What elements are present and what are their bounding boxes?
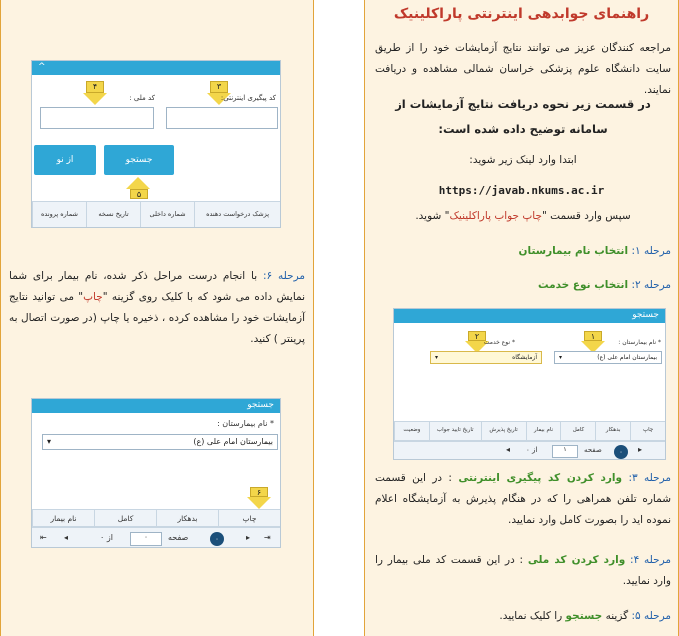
- page-input[interactable]: ۱: [552, 445, 578, 458]
- national-code-label: کد ملی :: [129, 94, 155, 102]
- dropdown-icon: ▾: [435, 354, 439, 361]
- section-instruction: سپس وارد قسمت "چاپ جواب پاراکلینیک" شوید.: [415, 210, 631, 222]
- national-code-input[interactable]: [40, 107, 154, 129]
- step2: مرحله ۲: انتخاب نوع خدمت: [537, 279, 671, 291]
- screenshot-search-form: [31, 60, 281, 228]
- search-button[interactable]: جستجو: [104, 145, 174, 175]
- right-column: [364, 0, 679, 636]
- arrow-4-label: ۴: [86, 81, 104, 93]
- pager: [32, 527, 280, 548]
- results-table-header: [394, 421, 665, 441]
- tracking-code-label: کد پیگیری اینترنتی:: [220, 94, 276, 102]
- column-header: وضعیت: [394, 422, 429, 440]
- arrow-5-icon: [126, 177, 150, 189]
- page-input[interactable]: ۰: [130, 532, 162, 546]
- column-header: شماره پرونده: [32, 202, 86, 228]
- title-bar: [32, 61, 280, 75]
- site-url[interactable]: https://javab.nkums.ac.ir: [438, 184, 605, 197]
- arrow-6-label: ۶: [250, 487, 268, 497]
- column-header: تاریخ نسخه: [86, 202, 140, 228]
- arrow-4-icon: [83, 93, 107, 105]
- arrow-6-icon: [247, 497, 271, 509]
- next-page-icon[interactable]: ▸: [638, 445, 643, 454]
- step3: مرحله ۳: وارد کردن کد پیگیری اینترنتی : در این قسمت شماره تلفن همراهی را که در هنگام پذیرش به آزمایشگاه اعلام نموده اید را بصورت کامل وارد نمایید.: [375, 472, 671, 526]
- reset-button[interactable]: از نو: [34, 145, 96, 175]
- column-header: بدهکار: [595, 422, 630, 440]
- tab-debtor[interactable]: بدهکار: [156, 510, 218, 526]
- instructions-heading: در قسمت زیر نحوه دریافت نتایج آزمایشات از سامانه توضیح داده شده است:: [395, 97, 651, 136]
- enter-link-text: ابتدا وارد لینک زیر شوید:: [469, 154, 577, 166]
- print-tabs: [32, 509, 280, 527]
- hospital-select[interactable]: بیمارستان امام علی (ع) ▾: [554, 351, 662, 364]
- intro-paragraph: مراجعه کنندگان عزیز می توانند نتایج آزمایشات خود را از طریق سایت دانشگاه علوم پزشکی خراسان شمالی مشاهده و دریافت نمایند.: [375, 42, 671, 96]
- pager: [394, 441, 665, 460]
- column-header: شماره داخلی: [140, 202, 194, 228]
- step4: مرحله ۴: وارد کردن کد ملی : در این قسمت کد ملی بیمار را وارد نمایید.: [375, 554, 672, 587]
- title-bar: جستجو: [32, 399, 280, 413]
- page-circle[interactable]: ۰: [210, 532, 224, 546]
- service-label: * نوع خدمت: [483, 339, 515, 346]
- arrow-1-label: ۱: [584, 331, 602, 341]
- results-table-header: [32, 201, 280, 228]
- column-header: چاپ: [630, 422, 665, 440]
- last-page-icon[interactable]: ⇥: [264, 533, 271, 542]
- arrow-5-label: ۵: [130, 189, 148, 199]
- dropdown-icon: ▾: [559, 354, 563, 361]
- column-header: پزشک درخواست دهنده: [194, 202, 280, 228]
- tab-patient-name[interactable]: نام بیمار: [32, 510, 94, 526]
- screenshot-select-hospital: [393, 308, 666, 460]
- column-header: کامل: [560, 422, 595, 440]
- arrow-2-label: ۲: [468, 331, 486, 341]
- screenshot-print: [31, 398, 281, 548]
- title-bar: جستجو: [394, 309, 665, 323]
- hospital-label: * نام بیمارستان :: [217, 419, 274, 428]
- column-header: تاریخ پذیرش: [481, 422, 526, 440]
- column-header: تاریخ تایید جواب: [429, 422, 481, 440]
- hospital-select[interactable]: بیمارستان امام علی (ع) ▾: [42, 434, 278, 450]
- arrow-3-label: ۳: [210, 81, 228, 93]
- service-select[interactable]: آزمایشگاه ▾: [430, 351, 542, 364]
- tab-print[interactable]: چاپ: [218, 510, 280, 526]
- page-circle[interactable]: ۰: [614, 445, 628, 459]
- step1: مرحله ۱: انتخاب نام بیمارستان: [518, 245, 671, 257]
- tab-complete[interactable]: کامل: [94, 510, 156, 526]
- hospital-label: * نام بیمارستان :: [618, 339, 661, 346]
- left-column: [0, 0, 314, 636]
- page-of: از ۰: [526, 446, 538, 454]
- collapse-icon: ^: [38, 62, 46, 72]
- dropdown-icon: ▾: [47, 437, 52, 446]
- column-header: نام بیمار: [526, 422, 561, 440]
- prev-page-icon[interactable]: ◂: [64, 533, 69, 542]
- step6-paragraph: مرحله ۶: با انجام درست مراحل ذکر شده، نام بیمار برای شما نمایش داده می شود که با کلیک روی گزینه "چاپ" می توانید نتایج آزمایشات خود را مشاهده کرده ، ذخیره یا چاپ (در صورت اتصال به پرینتر ) کنید.: [9, 270, 306, 345]
- page-title: راهنمای جوابدهی اینترنتی پاراکلینیک: [393, 6, 650, 22]
- prev-page-icon[interactable]: ◂: [506, 445, 511, 454]
- next-page-icon[interactable]: ▸: [246, 533, 251, 542]
- tracking-code-input[interactable]: [166, 107, 278, 129]
- first-page-icon[interactable]: ⇤: [40, 533, 47, 542]
- page-label: صفحه: [584, 446, 602, 454]
- page-label: صفحه: [168, 533, 189, 542]
- step5: مرحله ۵: گزینه جستجو را کلیک نمایید.: [499, 610, 671, 622]
- page-of: از ۰: [100, 533, 113, 542]
